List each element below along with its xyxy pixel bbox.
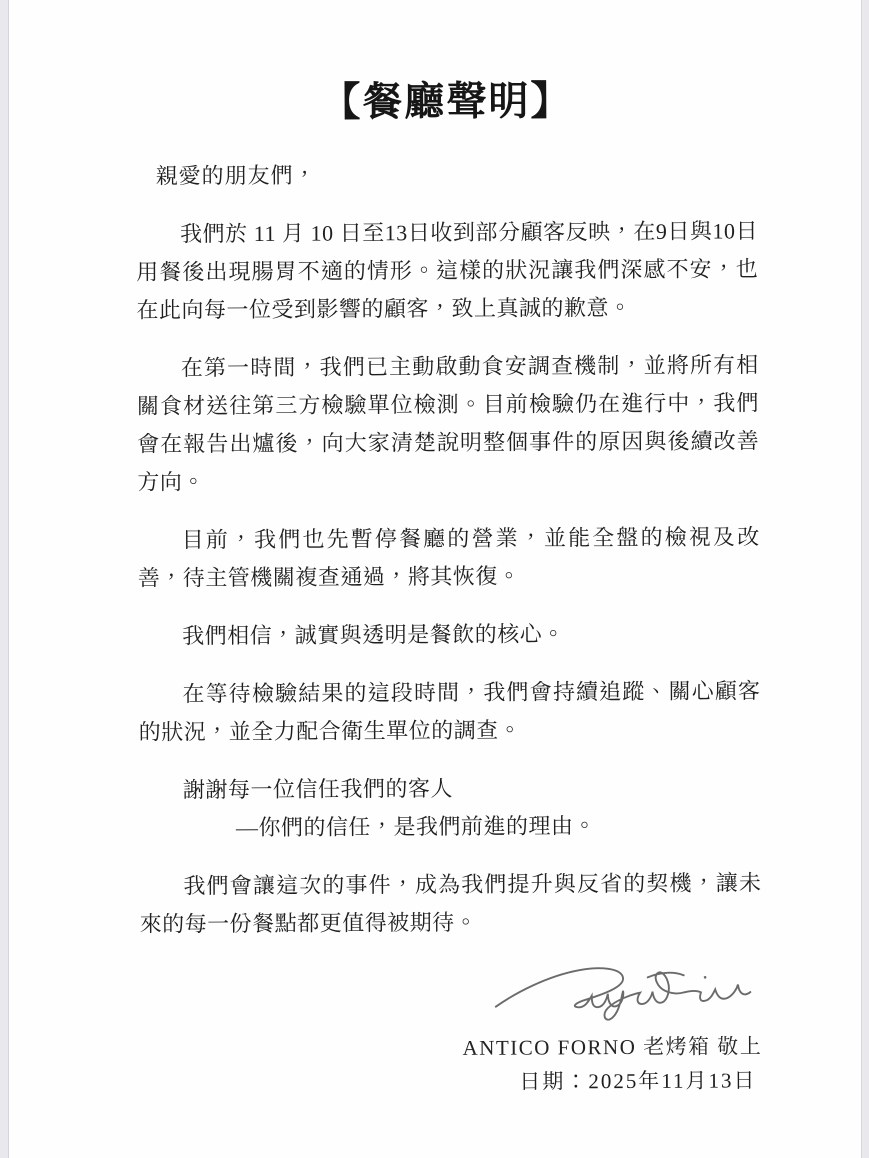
date-line: 日期：2025年11月13日 [519,1068,757,1094]
paragraph-incident: 我們於 11 月 10 日至13日收到部分顧客反映，在9日與10日用餐後出現腸胃不適的情形。這樣的狀況讓我們深感不安，也在此向每一位受到影響的顧客，致上真誠的歉意。 [136,218,759,323]
thanks-line-2: —你們的信任，是我們前進的理由。 [235,813,597,841]
paragraph-followup: 在等待檢驗結果的這段時間，我們會持續追蹤、關心顧客的狀況，並全力配合衛生單位的調查。 [138,678,761,745]
statement-letter [8,0,866,1099]
signature-block [140,948,763,1098]
paragraph-investigation: 在第一時間，我們已主動啟動食安調查機制，並將所有相關食材送往第三方檢驗單位檢測。目前檢驗仍在進行中，我們會在報告出爐後，向大家清楚說明整個事件的原因與後續改善方向。 [136,352,760,495]
paragraph-closing: 我們會讓這次的事件，成為我們提升與反省的契機，讓未來的每一份餐點都更值得被期待。 [139,870,762,937]
paragraph-belief: 我們相信，誠實與透明是餐飲的核心。 [182,621,565,649]
thanks-line-1: 謝謝每一位信任我們的客人 [182,775,454,803]
statement-letter-page [8,0,862,1158]
paragraph-suspension: 目前，我們也先暫停餐廳的營業，並能全盤的檢視及改善，待主管機關複查通過，將其恢復。 [137,524,760,591]
signoff-line: ANTICO FORNO 老烤箱 敬上 [462,1034,763,1060]
handwritten-signature [480,948,766,1025]
page-title: 【餐廳聲明】 [320,78,573,125]
greeting-line: 親愛的朋友們， [155,162,317,189]
